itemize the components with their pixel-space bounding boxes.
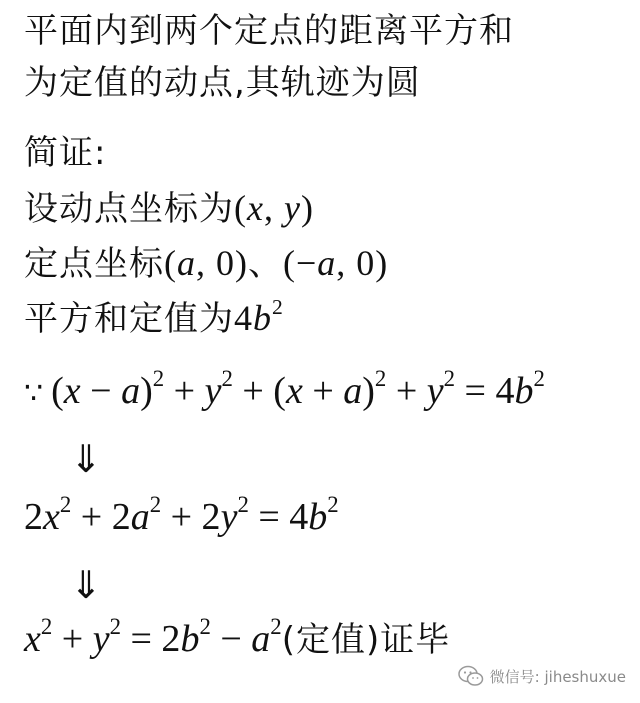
down-arrow-icon: ⇓ (70, 437, 102, 481)
down-arrow-icon: ⇓ (70, 563, 102, 607)
because-symbol: ∵ (24, 376, 44, 411)
proof-label: 简证: (24, 133, 107, 173)
fixed-points-line: 定点坐标(a, 0)、(−a, 0) (24, 243, 389, 284)
equation-3: $x^2 + y^2 = 2b^2 - a^2$(定值)证毕 (24, 613, 451, 660)
equation-2: $2x^2 + 2a^2 + 2y^2 = 4b^2$ (24, 491, 339, 538)
let-point-line: 设动点坐标为(x, y) (24, 188, 314, 229)
wechat-icon (458, 665, 484, 687)
equation-1: ∵ $(x - a)^2 + y^2 + (x + a)^2 + y^2 = 4b^2$ (24, 365, 545, 412)
sum-value-line: 平方和定值为$4b^2$ (24, 294, 284, 339)
watermark-text: 微信号: jiheshuxue (489, 667, 626, 686)
title-line-2: 为定值的动点,其轨迹为圆 (24, 63, 421, 103)
title-line-1: 平面内到两个定点的距离平方和 (24, 11, 514, 51)
watermark (458, 665, 626, 687)
